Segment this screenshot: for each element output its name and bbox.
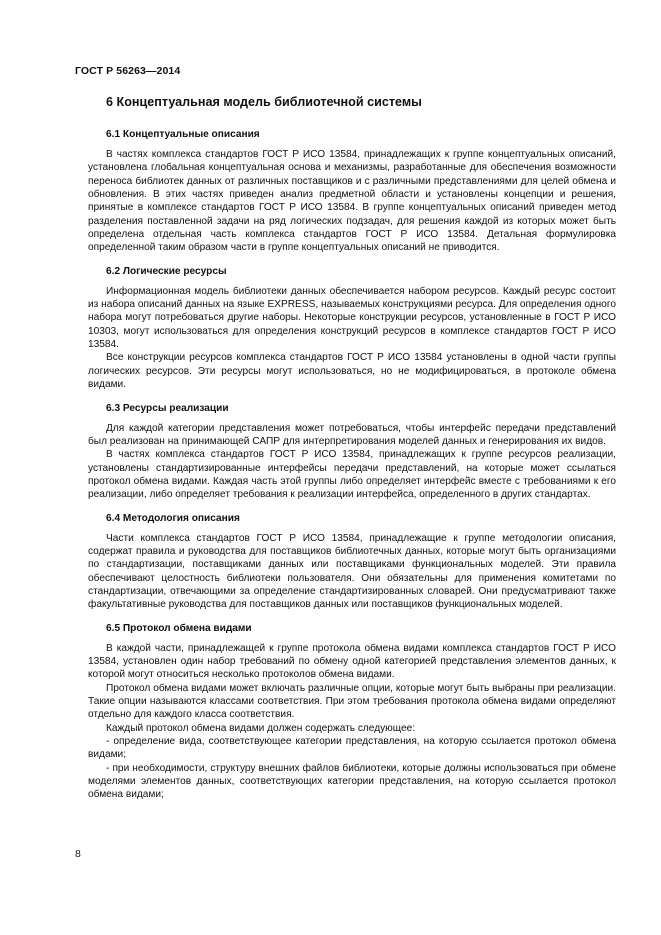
section-title: 6 Концептуальная модель библиотечной системы — [106, 95, 422, 109]
paragraph: Протокол обмена видами может включать различные опции, которые могут быть выбраны при реализации. Такие опции называются классами соответствия. При этом требования протокола обмена видами определяют отдельно для каждого класса соответствия. — [88, 682, 616, 721]
document-body — [88, 88, 616, 802]
subsection-title: 6.5 Протокол обмена видами — [106, 622, 252, 634]
paragraph: В частях комплекса стандартов ГОСТ Р ИСО 13584, принадлежащих к группе концептуальных описаний, установлена глобальная концептуальная основа и механизмы, разработанные для обеспечения возможности переноса библиотек данных от различных поставщиков и с различными представлениями для целей обмена и обновления. В этих частях приведен анализ предметной области и установлены концепции и решения, принятые в комплексе стандартов ГОСТ Р ИСО 13584. В группе концептуальных описаний приведен метод разделения поставленной задачи на ряд логических подзадач, для решения каждой из которых может быть определена отдельная часть комплекса стандартов ГОСТ Р ИСО 13584. Детальная формулировка определенной таким образом части в группе концептуальных описаний не приводится. — [88, 149, 616, 254]
document-id-header: ГОСТ Р 56263—2014 — [75, 65, 181, 77]
subsection-title: 6.3 Ресурсы реализации — [106, 402, 229, 414]
paragraph: Для каждой категории представления может потребоваться, чтобы интерфейс передачи представлений был реализован на принимающей САПР для интерпретирования моделей данных и генерирования их видов. — [88, 422, 616, 447]
subsection-title: 6.2 Логические ресурсы — [106, 265, 227, 277]
paragraph: Информационная модель библиотеки данных обеспечивается набором ресурсов. Каждый ресурс состоит из набора описаний данных на языке EXPRESS, называемых конструкциями ресурса. Для определения одного набора могут потребоваться другие наборы. Некоторые конструкции ресурсов, установленные в ГОСТ Р ИСО 10303, могут использоваться для определения конструкций ресурсов в комплексе стандартов ГОСТ Р ИСО 13584. — [88, 285, 616, 351]
page-number: 8 — [75, 848, 81, 860]
paragraph: Все конструкции ресурсов комплекса стандартов ГОСТ Р ИСО 13584 установлены в одной части группы логических ресурсов. Эти ресурсы могут использоваться, но не модифицироваться, в протоколе обмена видами. — [88, 352, 616, 391]
list-item: - определение вида, соответствующее категории представления, на которую ссылается протокол обмена видами; — [88, 736, 616, 761]
list-item: - при необходимости, структуру внешних файлов библиотеки, которые должны использоваться при обмене моделями элементов данных, соответствующих категории представления, на которую ссылается протокол обмена видами; — [88, 762, 616, 801]
subsection-title: 6.4 Методология описания — [106, 512, 240, 524]
paragraph: Каждый протокол обмена видами должен содержать следующее: — [106, 722, 416, 734]
subsection-title: 6.1 Концептуальные описания — [106, 129, 260, 140]
paragraph: В каждой части, принадлежащей к группе протокола обмена видами комплекса стандартов ГОСТ Р ИСО 13584, установлен один набор требований по обмену одной категорией представления элементов данных, к которой могут относиться несколько протоколов обмена видами. — [88, 642, 616, 681]
paragraph: В частях комплекса стандартов ГОСТ Р ИСО 13584, принадлежащих к группе ресурсов реализации, установлены стандартизированные интерфейсы передачи представлений, на которые может ссылаться протокол обмена видами. Каждая часть этой группы либо определяет интерфейс вместе с требованиями к его реализации, либо определяет требования к реализации интерфейса, определенного в других стандартах. — [88, 449, 616, 501]
paragraph: Части комплекса стандартов ГОСТ Р ИСО 13584, принадлежащие к группе методологии описания, содержат правила и руководства для поставщиков библиотечных данных, которые могут быть организациями по стандартизации, поставщиками данных или поставщиками функциональных моделей. Эти правила обеспечивают целостность библиотеки пользователя. Они обязательны для применения комитетами по стандартизации, отвечающими за определение стандартизированных словарей. Они предусматривают также факультативные руководства для поставщиков данных или поставщиков функциональных моделей. — [88, 532, 616, 611]
